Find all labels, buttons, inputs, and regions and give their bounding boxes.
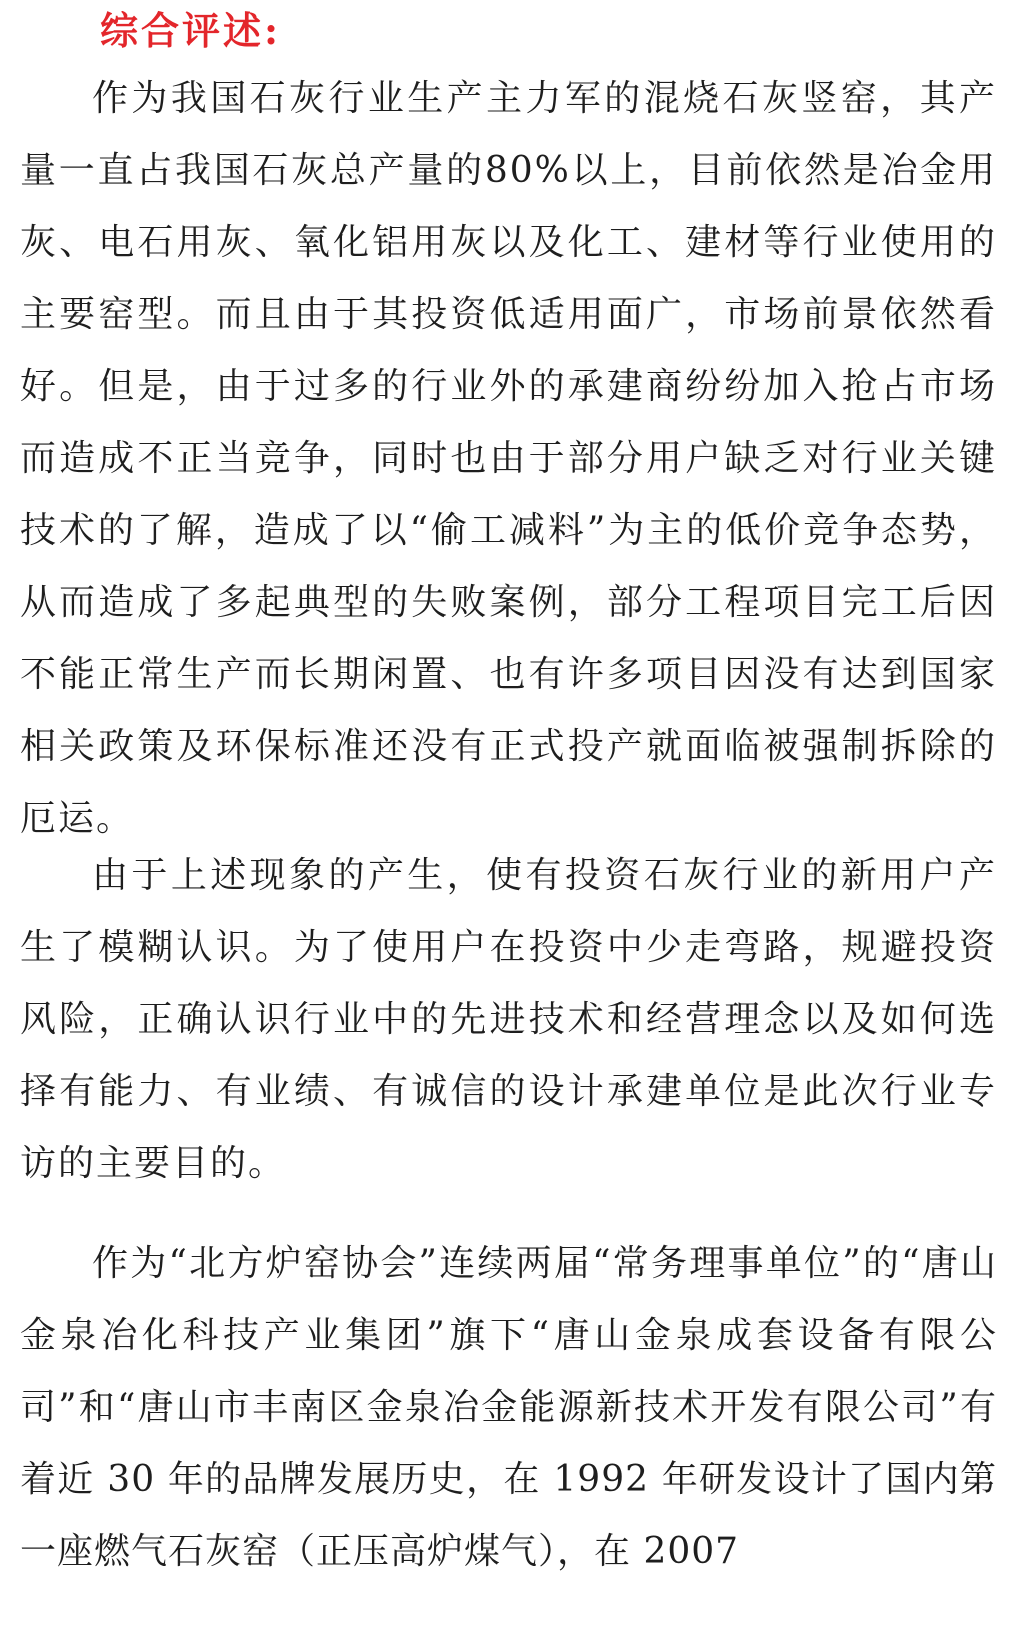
paragraph-purpose: 由于上述现象的产生，使有投资石灰行业的新用户产生了模糊认识。为了使用户在投资中少走弯路，规避投资风险，正确认识行业中的先进技术和经营理念以及如何选择有能力、有业绩、有诚信的设计承建单位是此次行业专访的主要目的。 [20, 855, 997, 1184]
paragraph-company: 作为“北方炉窑协会”连续两届“常务理事单位”的“唐山金泉冶化科技产业集团”旗下“唐山金泉成套设备有限公司”和“唐山市丰南区金泉冶金能源新技术开发有限公司”有着近 30 年的品牌发展历史，在 1992 年研发设计了国内第一座燃气石灰窑（正压高炉煤气），在 2007 [20, 1243, 997, 1572]
paragraph-overview: 作为我国石灰行业生产主力军的混烧石灰竖窑，其产量一直占我国石灰总产量的80%以上，目前依然是冶金用灰、电石用灰、氧化铝用灰以及化工、建材等行业使用的主要窑型。而且由于其投资低适用面广，市场前景依然看好。但是，由于过多的行业外的承建商纷纷加入抢占市场而造成不正当竞争，同时也由于部分用户缺乏对行业关键技术的了解，造成了以“偷工减料”为主的低价竞争态势，从而造成了多起典型的失败案例，部分工程项目完工后因不能正常生产而长期闲置、也有许多项目因没有达到国家相关政策及环保标准还没有正式投产就面临被强制拆除的厄运。 [20, 78, 997, 839]
section-heading: 综合评述: [100, 8, 282, 53]
